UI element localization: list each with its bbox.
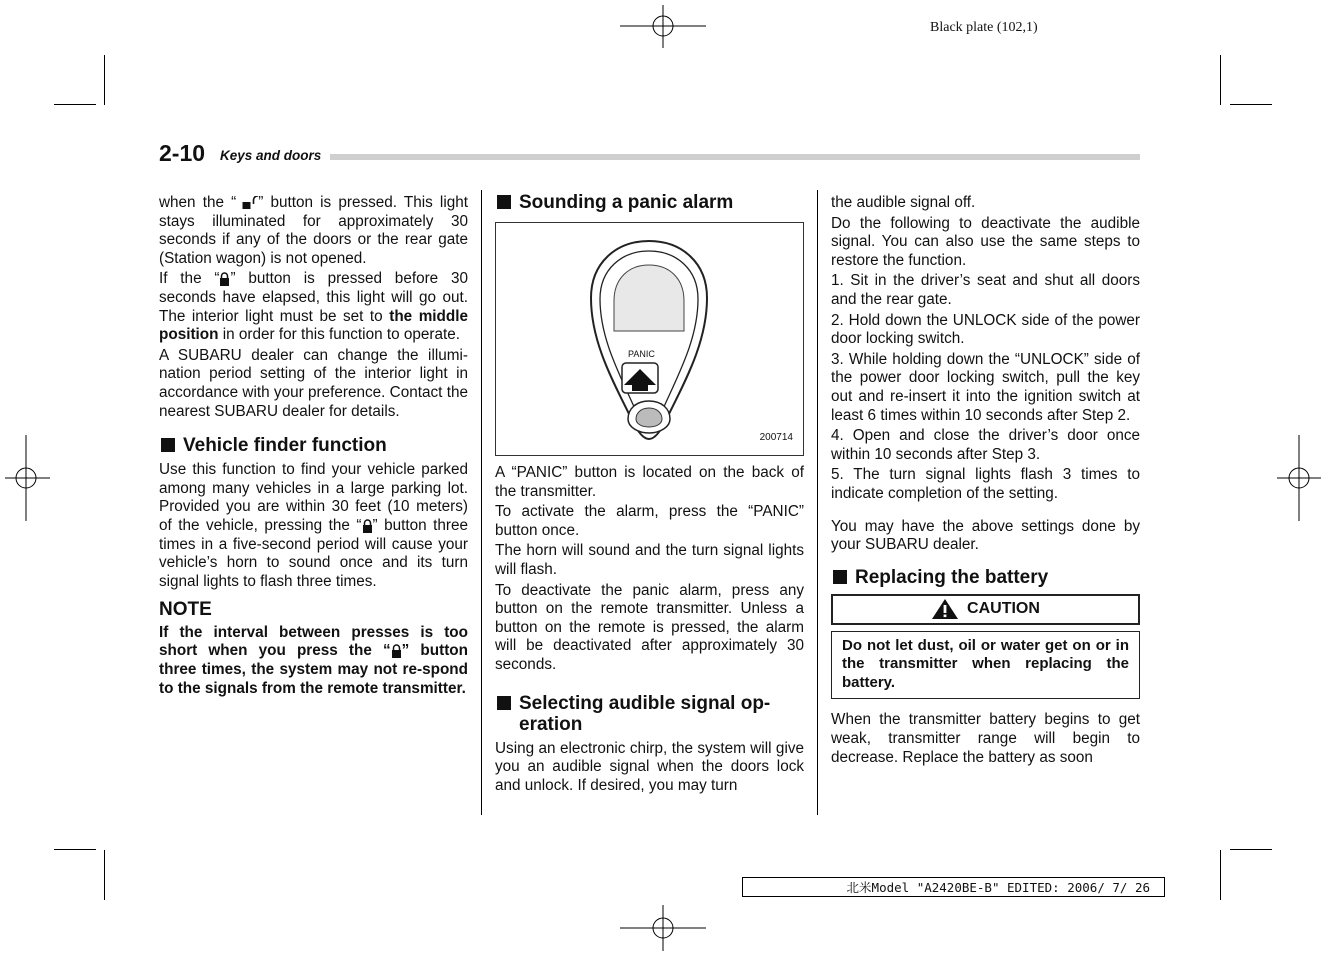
note-heading: NOTE: [159, 599, 212, 621]
paragraph: A “PANIC” button is located on the back of the transmitter.: [495, 464, 804, 500]
crop-mark: [1220, 850, 1221, 900]
crop-mark: [1230, 104, 1272, 105]
section-heading: Sounding a panic alarm: [495, 192, 804, 213]
section-title: Keys and doors: [220, 148, 322, 163]
registration-crosshair-icon: [620, 885, 706, 971]
paragraph: To deactivate the panic alarm, press any button on the remote transmitter. Unless a button on the remote is pressed, the alarm will be deactivated after approximately 30 seconds.: [495, 581, 804, 673]
step: 3. While holding down the “UNLOCK” side of the power door locking switch, pull the key out and re-insert it into the ignition switch at least 6 times within 10 seconds after Step 2.: [831, 350, 1140, 424]
registration-crosshair-icon: [1241, 435, 1327, 521]
plate-label: Black plate (102,1): [930, 20, 1038, 35]
lock-button-icon: [236, 196, 258, 210]
section-heading: Vehicle finder function: [159, 435, 468, 456]
warning-icon: [931, 598, 959, 620]
crop-mark: [1220, 55, 1221, 105]
crop-mark: [104, 55, 105, 105]
crop-mark: [1230, 849, 1272, 850]
caution-text: Do not let dust, oil or water get on or in the transmitter when replacing the battery.: [831, 631, 1140, 700]
column-divider: [481, 190, 482, 815]
paragraph: Using an electronic chirp, the system will give you an audible signal when the doors lock and unlock. If desired, you may turn: [495, 739, 804, 794]
registration-crosshair-icon: [0, 435, 86, 521]
crop-mark: [54, 849, 96, 850]
lock-button-icon: [391, 644, 402, 658]
crop-mark: [104, 850, 105, 900]
paragraph: To activate the alarm, press the “PANIC” button once.: [495, 503, 804, 539]
paragraph: Use this function to find your vehicle parked among many vehicles in a large parking lot. Provided you are within 30 feet (10 meters) of the vehicle, pressing the “ ” button three times in a five-second period will cause your vehicle’s horn to sound once and its turn signal lights to flash three times.: [159, 461, 468, 590]
paragraph: the audible signal off.: [831, 194, 976, 211]
paragraph: Do the following to deactivate the audible signal. You can also use the same steps to restore the function.: [831, 214, 1140, 269]
heading-bullet-icon: [833, 570, 847, 584]
heading-bullet-icon: [497, 195, 511, 209]
step: 1. Sit in the driver’s seat and shut all doors and the rear gate.: [831, 272, 1140, 308]
step: 2. Hold down the UNLOCK side of the power door locking switch.: [831, 311, 1140, 348]
registration-crosshair-icon: [620, 0, 706, 86]
step: 4. Open and close the driver’s door once within 10 seconds after Step 3.: [831, 427, 1140, 463]
header-bar: [330, 154, 1140, 160]
column-divider: [817, 190, 818, 815]
caution-box-header: CAUTION: [831, 594, 1140, 625]
step: 5. The turn signal lights flash 3 times to indicate completion of the setting.: [831, 466, 1140, 502]
transmitter-figure: [495, 222, 804, 456]
column-1: [159, 194, 468, 700]
footer-edit-info: 北米Model "A2420BE-B" EDITED: 2006/ 7/ 26: [742, 877, 1165, 897]
column-2: [495, 192, 804, 797]
panic-label: PANIC: [628, 349, 655, 359]
paragraph: You may have the above settings done by your SUBARU dealer.: [831, 517, 1140, 554]
column-3: [831, 194, 1140, 769]
paragraph: The horn will sound and the turn signal lights will flash.: [495, 542, 804, 578]
section-heading: Replacing the battery: [831, 567, 1140, 588]
paragraph: A SUBARU dealer can change the illumi-nation period setting of the interior light in accordance with your preference. Contact the nearest SUBARU dealer for details.: [159, 346, 468, 420]
heading-bullet-icon: [497, 696, 511, 710]
figure-id: 200714: [759, 432, 793, 444]
section-heading: Selecting audible signal op-eration: [495, 693, 804, 735]
heading-bullet-icon: [161, 438, 175, 452]
crop-mark: [54, 104, 96, 105]
page-number: 2-10: [159, 140, 206, 166]
transmitter-back-illustration: [496, 223, 803, 455]
note-text: If the interval between presses is too short when you press the “ ” button three times, the system may not re-spond to the signals from the remote transmitter.: [159, 623, 468, 697]
paragraph: When the transmitter battery begins to get weak, transmitter range will begin to decrease. Replace the battery as soon: [831, 711, 1140, 766]
lock-button-icon: [362, 519, 373, 533]
lock-button-icon: [219, 272, 230, 286]
paragraph: when the “ ” button is pressed. This light stays illuminated for approximately 30 seconds if any of the doors or the rear gate (Station wagon) is not opened.: [159, 194, 468, 267]
paragraph: If the “ ” button is pressed before 30 seconds have elapsed, this light will go out. The interior light must be set to the middle position in order for this function to operate.: [159, 270, 469, 344]
